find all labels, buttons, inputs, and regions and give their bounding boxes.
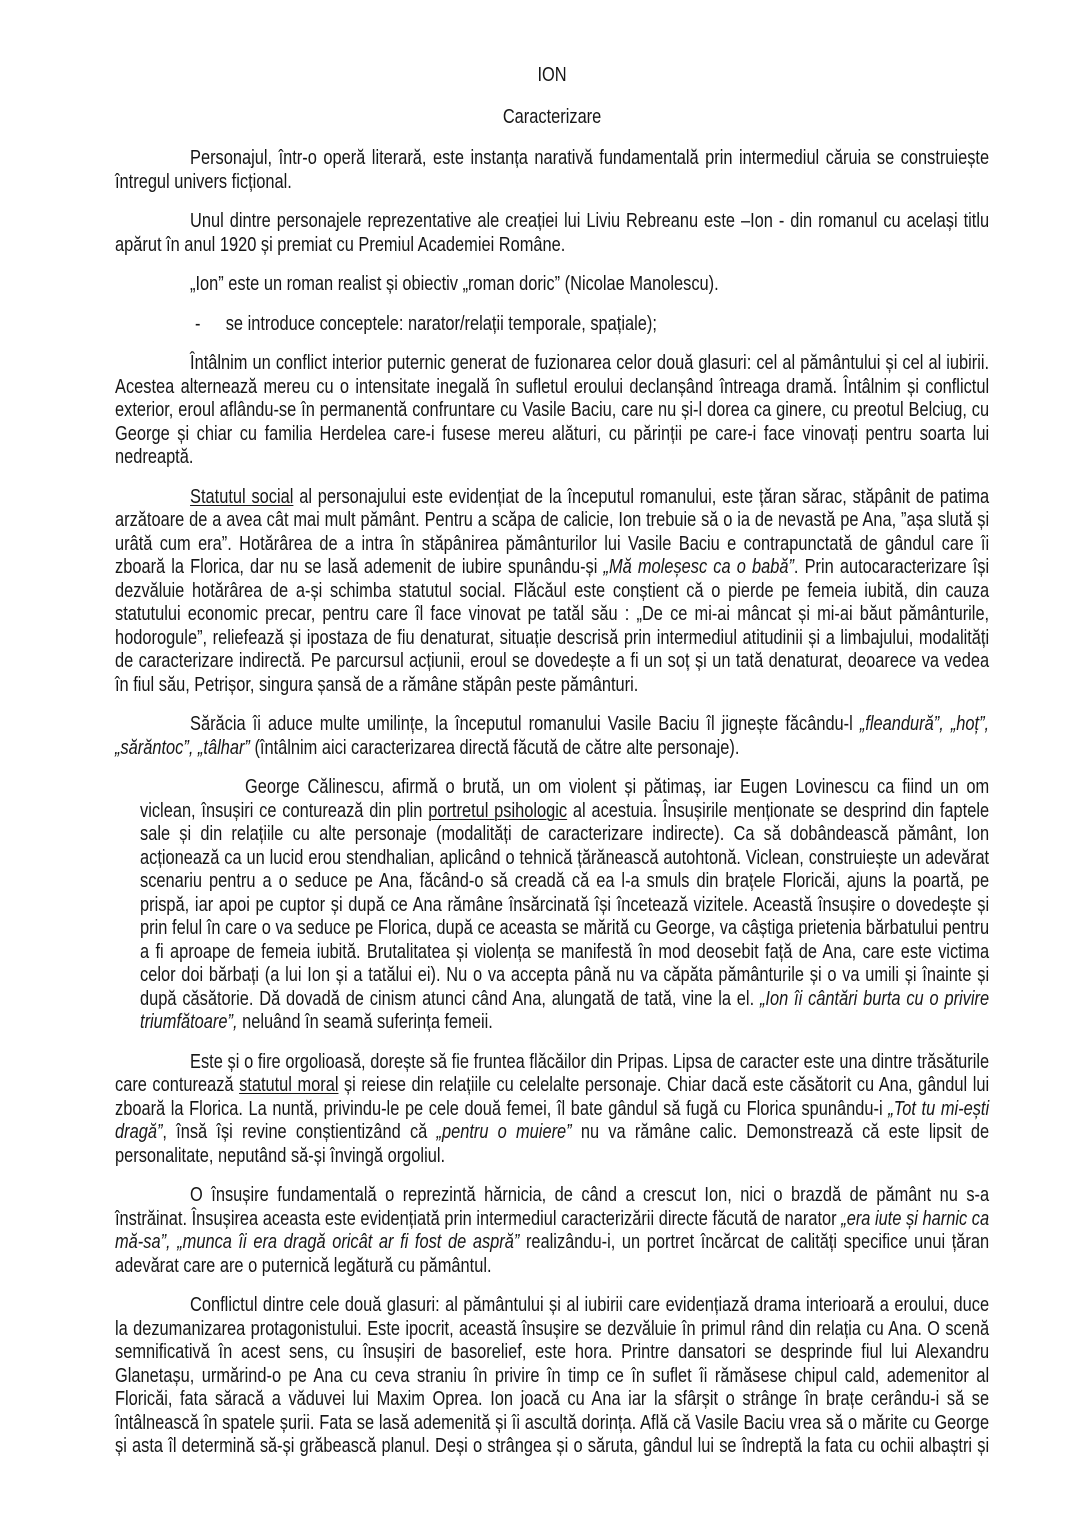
paragraph-definition	[115, 147, 989, 194]
text-segment: Personajul, într-o operă literară, este instanța narativă fundamentală prin intermediul căruia se construiește întregul univers ficțional.	[115, 147, 990, 193]
text-segment: George Călinescu, afirmă o brută, un om violent și pătimaș, iar Eugen Lovinescu ca fiind un om viclean, însușiri ce conturează din plin	[140, 776, 990, 822]
italic-quote: „Tot tu mi-ești dragă”	[115, 1097, 990, 1143]
text-segment: , însă își revine conștientizând că	[162, 1121, 437, 1143]
paragraph-diligence	[115, 1184, 989, 1278]
text-segment: Sărăcia îi aduce multe umilințe, la începutul romanului Vasile Baciu îl jignește făcându-l	[190, 713, 860, 735]
text-segment: realizându-i, un portret încărcat de calități specifice unui țăran adevărat care are o puternică legătură cu pământul.	[115, 1231, 990, 1277]
paragraph-inner-drama	[115, 1294, 989, 1459]
paragraph-social-status	[115, 486, 989, 698]
paragraph-conflict	[115, 352, 989, 470]
text-segment: Este și o fire orgolioasă, dorește să fie fruntea flăcăilor din Pripas. Lipsa de caracter este una dintre trăsăturile care conturează	[115, 1050, 990, 1096]
text-segment: al personajului este evidențiat de la începutul romanului, este țăran sărac, stăpânit de patima arzătoare de a avea cât mai mult pământ. Pentru a scăpa de calicie, Ion trebuie să o ia de nevastă pe Ana, ”așa slută și urâtă cum era”. Hotărârea de a intra în stăpânirea pământurilor lui Vasile Baciu e contrapunctată de gândul care îi zboară la Florica, dar nu se lasă ademenit de iubire spunându-și	[115, 485, 990, 578]
text-segment: Unul dintre personajele reprezentative ale creației lui Liviu Rebreanu este –Ion - din romanul cu același titlu apărut în anul 1920 și premiat cu Premiul Academiei Române.	[115, 210, 990, 256]
text-segment: nu va rămâne calic. Demonstrează că este lipsit de personalitate, neputând să-și învingă orgoliul.	[115, 1121, 990, 1167]
paragraph-moral-status	[115, 1051, 989, 1169]
text-segment: și reiese din relațiile cu celelalte personaje. Chiar dacă este căsătorit cu Ana, gândul lui zboară la Florica. La nuntă, privindu-le pe cele două femei, îl bate gândul să fugă cu Florica spunându-i	[115, 1074, 990, 1120]
text-segment: al acestuia. Însușirile menționate se desprind din faptele sale și din relațiile cu alte personaje (modalități de caracterizare indirecte). Ca să dobândească pământ, Ion acționează ca un lucid erou stendhalian, aplicând o tehnică țărănească autohtonă. Viclean, construiește un adevărat scenariu pentru a o seduce pe Ana, făcând-o să creadă că ea l-a smuls din brațele Floricăi, ajuns la poartă, pe prispă, iar apoi pe cuptor și după ce Ana rămâne însărcinată își încetează vizitele. Această însușire o dovedește și prin felul în care o va seduce pe Florica, după ce aceasta se mărită cu George, va câștiga prietenia bărbatului pentru a fi aproape de femeia iubită. Brutalitatea și violența se manifestă în mod deosebit față de Ana, care este victima celor doi bărbați (a lui Ion și a tatălui ei). Nu o va accepta până nu va căpăta pământurile și o va umili și înainte și după căsătorie. Dă dovadă de cinism atunci când Ana, alungată de tată, vine la el.	[140, 799, 990, 1010]
text-segment: . Prin autocaracterizare își dezvăluie hotărârea de a-și schimba statutul social. Flăcăul este conștient că o pierde pe femeia iubită, din cauza statutului economic precar, pentru care îl face vinovat pe tatăl său : „De ce mi-ai mâncat și mi-ai băut pământurile, hodorogule”, reliefează și ipostaza de fiu denaturat, situație descrisă prin intermediul atitudinii și a limbajului, modalități de caracterizare indirectă. Pe parcursul acțiunii, eroul se dovedește a fi un soț și un tată denaturat, deoarece va vedea în fiul său, Petrișor, singura șansă de a rămâne stăpân peste pământuri.	[115, 556, 990, 696]
text-segment: Conflictul dintre cele două glasuri: al pământului și al iubirii care evidențiază drama interioară a eroului, duce la dezumanizarea protagonistului. Este ipocrit, această însușire se dezvăluie în primul rând din relația cu Ana. O scenă semnificativă în acest sens, cu însușiri de basorelief, este hora. Printre dansatori se desprinde fiul lui Alexandru Glanetașu, urmărind-o pe Ana cu ceva straniu în privire în timp ce în suflet îi rămăsese chipul cald, ademenitor al Floricăi, fata săracă a văduvei lui Maxim Oprea. Ion joacă cu Ana iar la sfârșit o strânge în brațe cerându-i să se întâlnească în spatele șurii. Fata se lasă ademenită și îi ascultă dorința. Află că Vasile Baciu vrea să o mărite cu George și asta îl determină să-și grăbească planul. Deși o strângea și o săruta, gândul lui se îndreptă la fata cu ochii albaștri și	[115, 1294, 990, 1457]
paragraph-author-context	[115, 210, 989, 257]
underlined-term: statutul moral	[239, 1074, 339, 1096]
bullet-text: se introduce conceptele: narator/relații temporale, spațiale);	[225, 312, 657, 335]
italic-quote: „fleandură”, „hoț”, „sărăntoc”, „tâlhar”	[115, 713, 990, 759]
text-segment: Întâlnim un conflict interior puternic generat de fuzionarea celor două glasuri: cel al pământului și cel al iubirii. Acestea alternează mereu cu o intensitate inegală în sufletul eroului declanșând întreaga dramă. Întâlnim și conflictul exterior, eroul aflându-se în permanentă confruntare cu Vasile Baciu, care nu și-l dorea ca ginere, cu preotul Belciug, cu George și chiar cu familia Herdelea care-i fusese mereu alături, cu părinții pe care-i face vinovați pentru soarta lui nedreaptă.	[115, 352, 990, 468]
text-segment: „Ion” este un roman realist și obiectiv „roman doric” (Nicolae Manolescu).	[190, 273, 719, 295]
document-title: ION	[537, 64, 567, 86]
bullet-item	[115, 313, 989, 337]
paragraph-novel-type	[115, 273, 989, 297]
underlined-term: Statutul social	[190, 485, 294, 508]
italic-quote: „era iute și harnic ca mă-sa”, „munca îi era dragă oricât ar fi fost de aspră”	[115, 1207, 990, 1253]
paragraph-poverty	[115, 713, 989, 760]
text-column	[115, 64, 989, 1475]
bullet-marker: -	[194, 312, 201, 335]
underlined-term: portretul psihologic	[428, 799, 568, 822]
italic-quote: „Mă moleșesc ca o babă”	[603, 556, 794, 578]
text-segment: (întâlnim aici caracterizarea directă făcută de către alte personaje).	[249, 736, 740, 759]
italic-quote: „pentru o muiere”	[436, 1121, 572, 1143]
paragraph-psychological-portrait	[140, 776, 989, 1035]
document-subtitle: Caracterizare	[502, 106, 602, 128]
text-segment: O însușire fundamentală o reprezintă hărnicia, de când a crescut Ion, nici o brazdă de pământ nu s-a înstrăinat. Însușirea aceasta este evidențiată prin intermediul caracterizării directe făcută de narator	[115, 1184, 990, 1230]
text-segment: neluând în seamă suferința femeii.	[237, 1011, 493, 1033]
italic-quote: „Ion îi cântări burta cu o privire triumfătoare”,	[140, 987, 990, 1033]
